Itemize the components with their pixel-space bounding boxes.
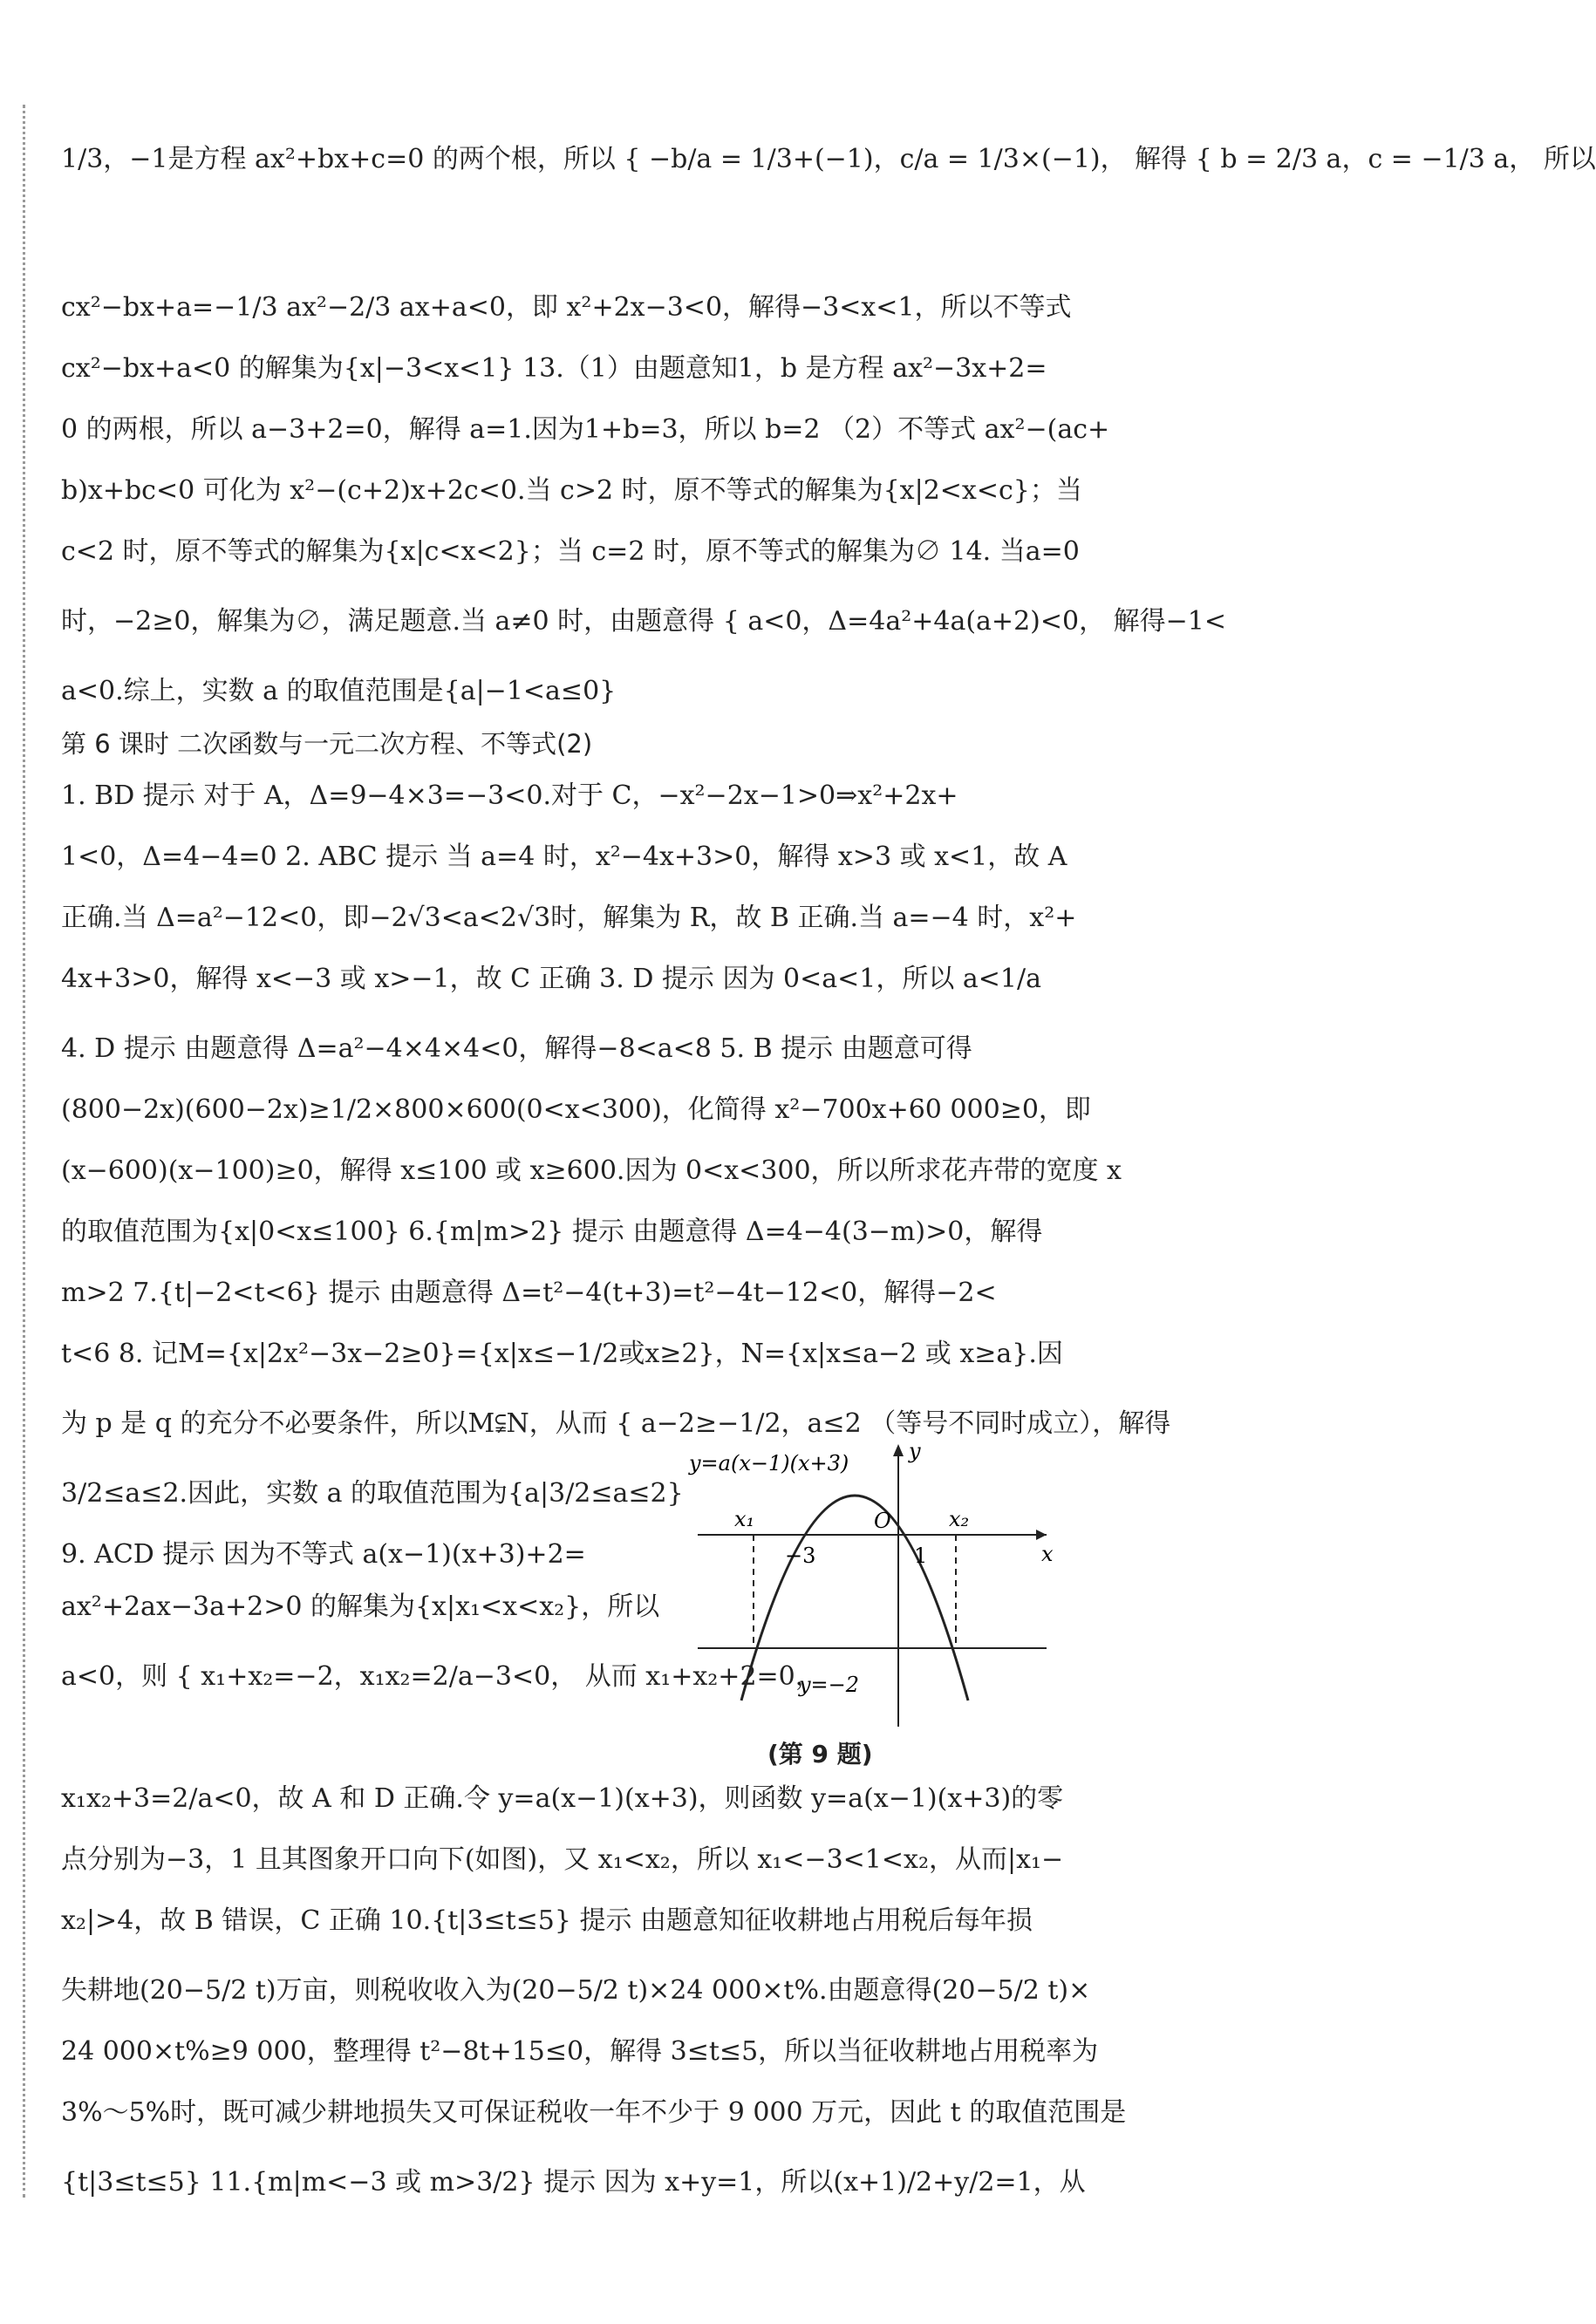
text-line: 1/3，−1是方程 ax²+bx+c=0 的两个根，所以 { −b/a = 1/3+(−1)，c/a = 1/3×(−1)， 解得 { b = 2/3 a，c = −1/3 a， 所以: [61, 144, 1596, 174]
text-line: 9. ACD 提示 因为不等式 a(x−1)(x+3)+2=: [61, 1539, 586, 1570]
text-line: 的取值范围为{x|0<x≤100} 6.{m|m>2} 提示 由题意得 Δ=4−4(3−m)>0，解得: [61, 1217, 1043, 1247]
text-line: 3/2≤a≤2.因此，实数 a 的取值范围为{a|3/2≤a≤2}: [61, 1478, 684, 1509]
text-line: ax²+2ax−3a+2>0 的解集为{x|x₁<x<x₂}，所以: [61, 1591, 660, 1622]
text-line: 失耕地(20−5/2 t)万亩，则税收收入为(20−5/2 t)×24 000×t%.由题意得(20−5/2 t)×: [61, 1975, 1091, 2006]
text-line: 1<0，Δ=4−4=0 2. ABC 提示 当 a=4 时，x²−4x+3>0，解得 x>3 或 x<1，故 A: [61, 842, 1067, 872]
text-line: 1. BD 提示 对于 A，Δ=9−4×3=−3<0.对于 C，−x²−2x−1>0⇒x²+2x+: [61, 780, 958, 811]
text-line: cx²−bx+a=−1/3 ax²−2/3 ax+a<0，即 x²+2x−3<0，解得−3<x<1，所以不等式: [61, 292, 1072, 323]
text-line: t<6 8. 记M={x|2x²−3x−2≥0}={x|x≤−1/2或x≥2}，N={x|x≤a−2 或 x≥a}.因: [61, 1339, 1063, 1369]
text-line: 4x+3>0，解得 x<−3 或 x>−1，故 C 正确 3. D 提示 因为 0<a<1，所以 a<1/a: [61, 964, 1041, 994]
y-axis-arrow: [893, 1444, 904, 1456]
text-line: 0 的两根，所以 a−3+2=0，解得 a=1.因为1+b=3，所以 b=2 （2）不等式 ax²−(ac+: [61, 414, 1110, 445]
text-line: 点分别为−3，1 且其图象开口向下(如图)，又 x₁<x₂，所以 x₁<−3<1<x₂，从而|x₁−: [61, 1844, 1064, 1875]
text-line: 为 p 是 q 的充分不必要条件，所以M⫋N，从而 { a−2≥−1/2，a≤2 （等号不同时成立），解得: [61, 1408, 1171, 1439]
text-line: b)x+bc<0 可化为 x²−(c+2)x+2c<0.当 c>2 时，原不等式的解集为{x|2<x<c}；当: [61, 475, 1082, 506]
x-axis-arrow: [1036, 1530, 1047, 1540]
text-line: 3%～5%时，既可减少耕地损失又可保证税收一年不少于 9 000 万元，因此 t 的取值范围是: [61, 2097, 1127, 2128]
x2-label: x₂: [949, 1507, 970, 1531]
text-line: 时，−2≥0，解集为∅，满足题意.当 a≠0 时，由题意得 { a<0，Δ=4a²+4a(a+2)<0， 解得−1<: [61, 606, 1226, 637]
text-line: c<2 时，原不等式的解集为{x|c<x<2}；当 c=2 时，原不等式的解集为∅ 14. 当a=0: [61, 536, 1080, 567]
origin-label: O: [874, 1509, 891, 1533]
y-axis-label: y: [909, 1439, 921, 1463]
text-line: 正确.当 Δ=a²−12<0，即−2√3<a<2√3时，解集为 R，故 B 正确.当 a=−4 时，x²+: [61, 903, 1077, 933]
hline-label: y=−2: [799, 1673, 860, 1697]
text-line: x₁x₂+3=2/a<0，故 A 和 D 正确.令 y=a(x−1)(x+3)，则函数 y=a(x−1)(x+3)的零: [61, 1783, 1064, 1814]
text-line: a<0，则 { x₁+x₂=−2，x₁x₂=2/a−3<0， 从而 x₁+x₂+2=0，: [61, 1661, 822, 1692]
text-line: (800−2x)(600−2x)≥1/2×800×600(0<x<300)，化简得 x²−700x+60 000≥0，即: [61, 1094, 1091, 1125]
text-line: 4. D 提示 由题意得 Δ=a²−4×4×4<0，解得−8<a<8 5. B 提示 由题意可得: [61, 1033, 972, 1064]
x-axis-label: x: [1041, 1542, 1054, 1566]
text-line: (x−600)(x−100)≥0，解得 x≤100 或 x≥600.因为 0<x<300，所以所求花卉带的宽度 x: [61, 1155, 1122, 1186]
text-line: {t|3≤t≤5} 11.{m|m<−3 或 m>3/2} 提示 因为 x+y=1，所以(x+1)/2+y/2=1，从: [61, 2167, 1086, 2198]
parabola-figure: [680, 1439, 1064, 1727]
parabola-curve: [741, 1496, 968, 1700]
margin-dotted-rule: [23, 105, 25, 2198]
text-line: m>2 7.{t|−2<t<6} 提示 由题意得 Δ=t²−4(t+3)=t²−4t−12<0，解得−2<: [61, 1278, 997, 1308]
curve-label: y=a(x−1)(x+3): [689, 1451, 849, 1476]
text-line: x₂|>4，故 B 错误，C 正确 10.{t|3≤t≤5} 提示 由题意知征收耕地占用税后每年损: [61, 1905, 1033, 1936]
text-line: cx²−bx+a<0 的解集为{x|−3<x<1} 13.（1）由题意知1，b 是方程 ax²−3x+2=: [61, 353, 1047, 384]
text-line: 第 6 课时 二次函数与一元二次方程、不等式(2): [61, 729, 593, 759]
x1-label: x₁: [734, 1507, 755, 1531]
text-line: a<0.综上，实数 a 的取值范围是{a|−1<a≤0}: [61, 676, 617, 706]
text-line: 24 000×t%≥9 000，整理得 t²−8t+15≤0，解得 3≤t≤5，所以当征收耕地占用税率为: [61, 2036, 1099, 2067]
figure-caption: (第 9 题): [767, 1740, 873, 1769]
root-right-label: 1: [914, 1544, 928, 1568]
root-left-label: −3: [785, 1544, 816, 1568]
